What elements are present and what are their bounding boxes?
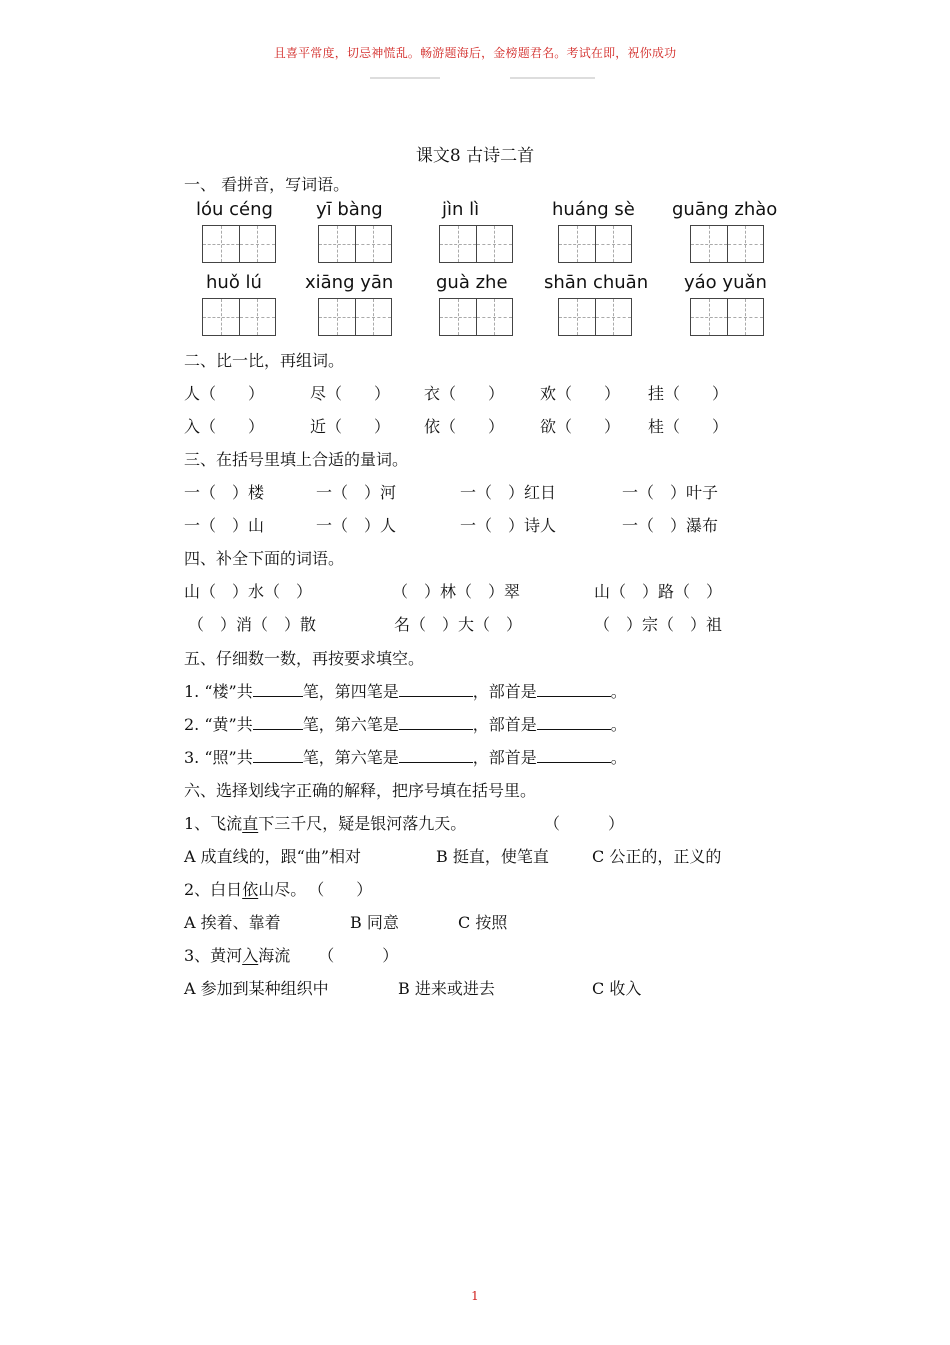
pinyin-label: shān chuān — [544, 272, 649, 293]
compare-item[interactable]: 近（ ） — [310, 417, 391, 436]
radical-text: ，部首是 — [472, 748, 537, 767]
stroke-order-text: 笔，第六笔是 — [302, 748, 399, 767]
writing-grid[interactable] — [690, 225, 764, 263]
pinyin-label: yáo yuǎn — [684, 272, 767, 293]
option-b: B 进来或进去 — [398, 979, 495, 998]
pinyin-label: jìn lì — [442, 199, 480, 220]
option-c: C 收入 — [592, 979, 642, 998]
compare-item[interactable]: 欢（ ） — [540, 384, 621, 403]
pinyin-label: huǒ lú — [206, 272, 262, 293]
compare-item[interactable]: 入（ ） — [184, 417, 265, 436]
measure-item[interactable]: 一（ ）诗人 — [460, 516, 557, 535]
radical-blank[interactable] — [537, 715, 611, 730]
option-b: B 同意 — [350, 913, 399, 932]
section-3-heading: 三、在括号里填上合适的量词。 — [184, 450, 409, 469]
question-number: 3. — [184, 748, 200, 767]
writing-grid[interactable] — [202, 225, 276, 263]
stroke-blank[interactable] — [399, 715, 473, 730]
section-2-heading: 二、比一比，再组词。 — [184, 351, 345, 370]
meaning-question-3 — [184, 943, 398, 966]
option-c: C 公正的，正义的 — [592, 847, 722, 866]
answer-paren[interactable]: （ ） — [544, 814, 625, 833]
underlined-char: 入 — [242, 946, 259, 965]
idiom-item[interactable]: （ ）林（ ）翠 — [392, 582, 521, 601]
measure-item[interactable]: 一（ ）红日 — [460, 483, 557, 502]
option-c: C 按照 — [458, 913, 508, 932]
stroke-count-blank[interactable] — [253, 682, 303, 697]
compare-item[interactable]: 桂（ ） — [648, 417, 729, 436]
meaning-question-1 — [184, 811, 466, 834]
measure-item[interactable]: 一（ ）河 — [316, 483, 397, 502]
option-a: A 参加到某种组织中 — [184, 979, 329, 998]
question-text: 山尽。 — [258, 880, 307, 899]
measure-item[interactable]: 一（ ）楼 — [184, 483, 265, 502]
stroke-char: “照”共 — [204, 748, 253, 767]
meaning-question-2 — [184, 877, 372, 900]
radical-text: ，部首是 — [472, 682, 537, 701]
stroke-question — [184, 712, 627, 735]
compare-item[interactable]: 欲（ ） — [540, 417, 621, 436]
question-text: 1、飞流 — [184, 814, 243, 833]
stroke-question — [184, 745, 627, 768]
measure-item[interactable]: 一（ ）山 — [184, 516, 265, 535]
stroke-question — [184, 679, 627, 702]
writing-grid[interactable] — [318, 298, 392, 336]
idiom-item[interactable]: （ ）消（ ）散 — [188, 615, 317, 634]
stroke-char: “黄”共 — [204, 715, 253, 734]
measure-item[interactable]: 一（ ）人 — [316, 516, 397, 535]
writing-grid[interactable] — [558, 225, 632, 263]
section-6-heading: 六、选择划线字正确的解释，把序号填在括号里。 — [184, 781, 537, 800]
page-number: 1 — [471, 1289, 479, 1303]
stroke-count-blank[interactable] — [253, 748, 303, 763]
motivational-banner: 且喜平常度，切忌神慌乱。畅游题海后，金榜题君名。考试在即，祝你成功 — [273, 46, 677, 60]
compare-item[interactable]: 衣（ ） — [424, 384, 505, 403]
question-text: 2、白日 — [184, 880, 243, 899]
section-4-heading: 四、补全下面的词语。 — [184, 549, 345, 568]
option-b: B 挺直，使笔直 — [436, 847, 549, 866]
pinyin-label: lóu céng — [196, 199, 273, 220]
question-text: 下三千尺，疑是银河落九天。 — [258, 814, 467, 833]
pinyin-label: xiāng yān — [305, 272, 394, 293]
writing-grid[interactable] — [202, 298, 276, 336]
section-5-heading: 五、仔细数一数，再按要求填空。 — [184, 649, 425, 668]
idiom-item[interactable]: 山（ ）水（ ） — [184, 582, 313, 601]
question-number: 1. — [184, 682, 200, 701]
scan-artifact — [510, 77, 595, 79]
scan-artifact — [370, 77, 440, 79]
radical-blank[interactable] — [537, 682, 611, 697]
writing-grid[interactable] — [558, 298, 632, 336]
end-mark: 。 — [610, 682, 627, 701]
idiom-item[interactable]: 名（ ）大（ ） — [394, 615, 523, 634]
answer-paren[interactable]: （ ） — [318, 946, 399, 965]
measure-item[interactable]: 一（ ）叶子 — [622, 483, 719, 502]
stroke-blank[interactable] — [399, 682, 473, 697]
compare-item[interactable]: 挂（ ） — [648, 384, 729, 403]
idiom-item[interactable]: （ ）宗（ ）祖 — [594, 615, 723, 634]
section-1-heading: 一、 看拼音，写词语。 — [184, 175, 350, 194]
compare-item[interactable]: 人（ ） — [184, 384, 265, 403]
pinyin-label: guāng zhào — [672, 199, 778, 220]
answer-paren[interactable]: （ ） — [316, 880, 373, 899]
pinyin-label: huáng sè — [552, 199, 635, 220]
stroke-blank[interactable] — [399, 748, 473, 763]
writing-grid[interactable] — [318, 225, 392, 263]
measure-item[interactable]: 一（ ）瀑布 — [622, 516, 719, 535]
pinyin-label: guà zhe — [436, 272, 508, 293]
underlined-char: 直 — [242, 814, 259, 833]
option-a: A 成直线的，跟“曲”相对 — [184, 847, 362, 866]
stroke-count-blank[interactable] — [253, 715, 303, 730]
writing-grid[interactable] — [439, 225, 513, 263]
writing-grid[interactable] — [690, 298, 764, 336]
option-a: A 挨着、靠着 — [184, 913, 281, 932]
compare-item[interactable]: 依（ ） — [424, 417, 505, 436]
stroke-order-text: 笔，第四笔是 — [302, 682, 399, 701]
writing-grid[interactable] — [439, 298, 513, 336]
underlined-char: 依 — [242, 880, 259, 899]
compare-item[interactable]: 尽（ ） — [310, 384, 391, 403]
stroke-order-text: 笔，第六笔是 — [302, 715, 399, 734]
question-number: 2. — [184, 715, 200, 734]
stroke-char: “楼”共 — [204, 682, 253, 701]
end-mark: 。 — [610, 715, 627, 734]
question-text: 海流 — [258, 946, 291, 965]
page-title: 课文8 古诗二首 — [415, 146, 535, 166]
radical-text: ，部首是 — [472, 715, 537, 734]
radical-blank[interactable] — [537, 748, 611, 763]
pinyin-label: yī bàng — [316, 199, 383, 220]
idiom-item[interactable]: 山（ ）路（ ） — [594, 582, 723, 601]
question-text: 3、黄河 — [184, 946, 243, 965]
end-mark: 。 — [610, 748, 627, 767]
